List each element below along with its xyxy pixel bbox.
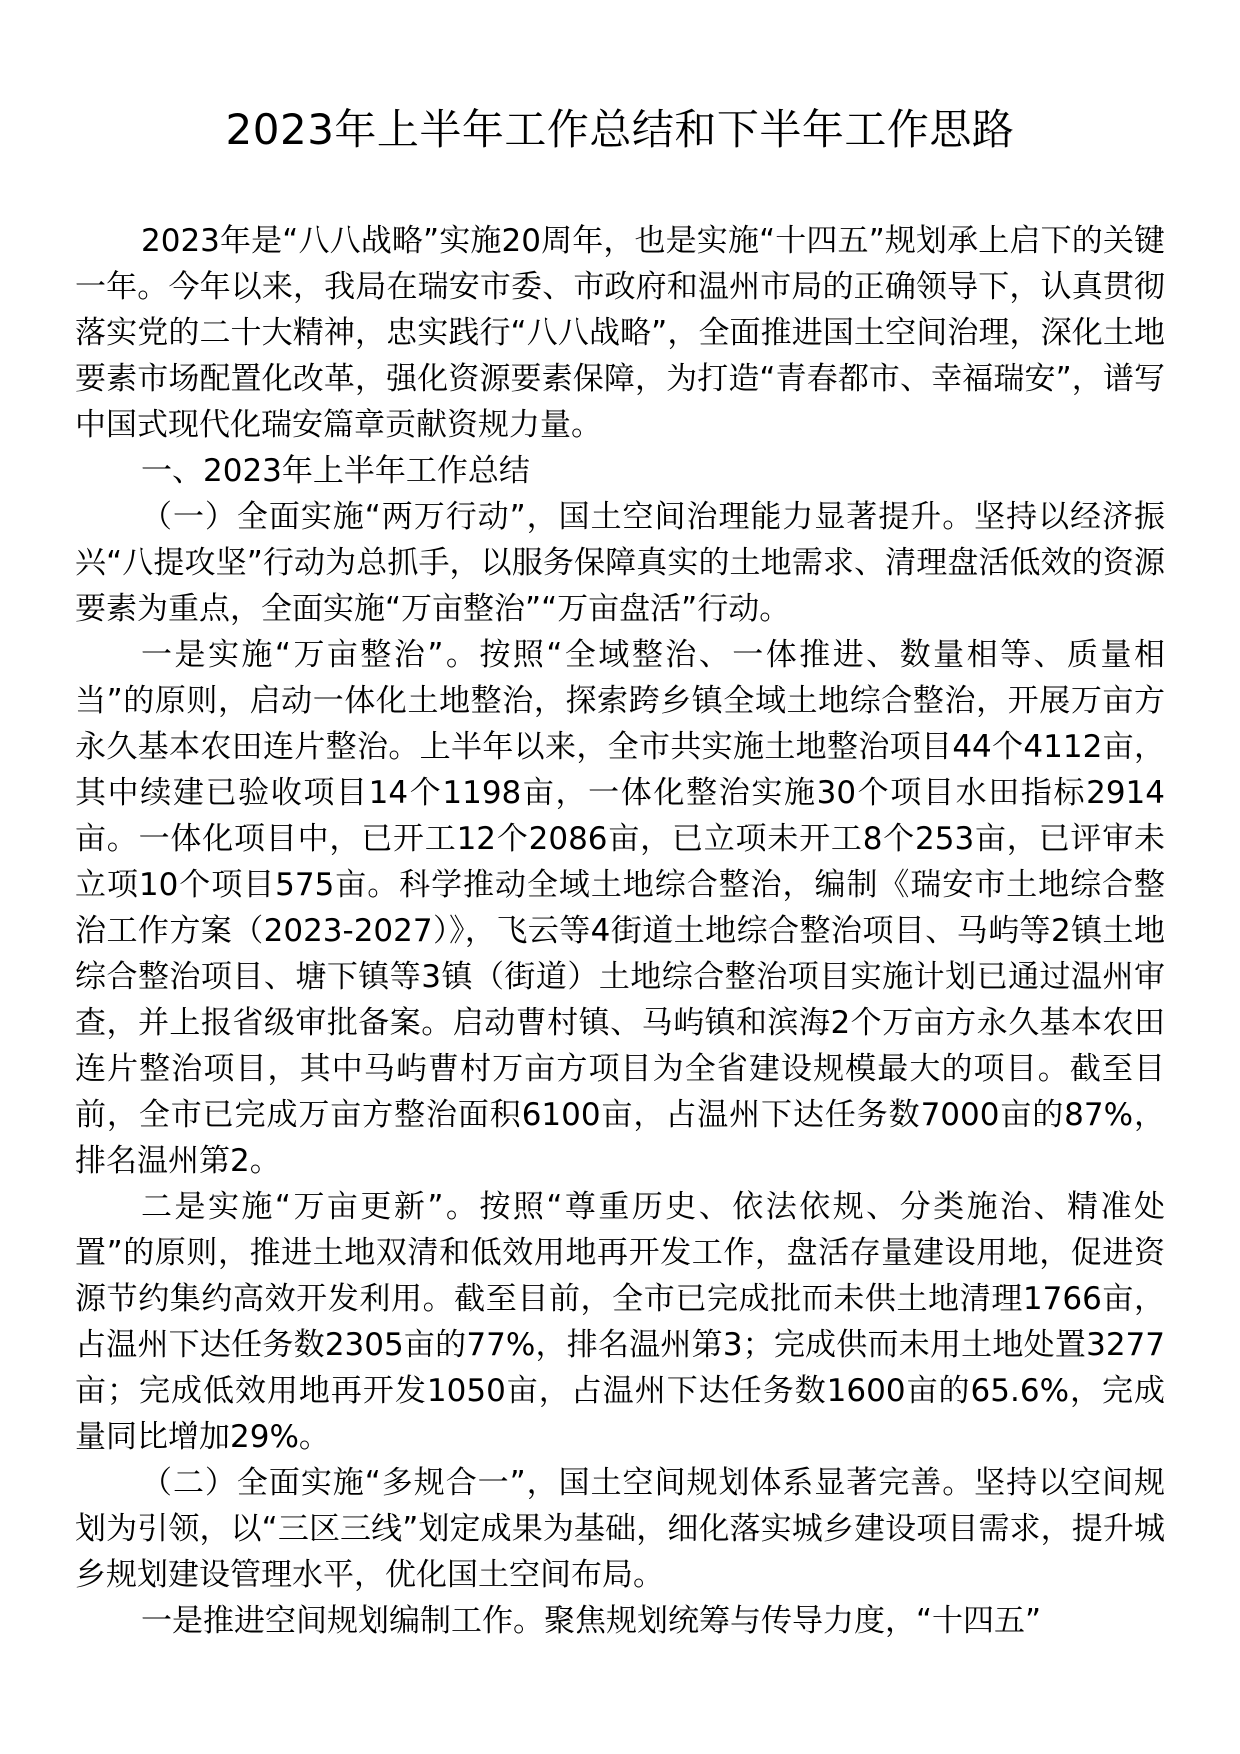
paragraph-land-remediation: 一是实施“万亩整治”。按照“全域整治、一体推进、数量相等、质量相当”的原则，启动一体化土地整治，探索跨乡镇全域土地综合整治，开展万亩方永久基本农田连片整治。上半年以来，全市共实施土地整治项目44个4112亩，其中续建已验收项目14个1198亩，一体化整治实施30个项目水田指标2914亩。一体化项目中，已开工12个2086亩，已立项未开工8个253亩，已评审未立项10个项目575亩。科学推动全域土地综合整治，编制《瑞安市土地综合整治工作方案（2023-2027）》，飞云等4街道土地综合整治项目、马屿等2镇土地综合整治项目、塘下镇等3镇（街道）土地综合整治项目实施计划已通过温州审查，并上报省级审批备案。启动曹村镇、马屿镇和滨海2个万亩方永久基本农田连片整治项目，其中马屿曹村万亩方项目为全省建设规模最大的项目。截至目前，全市已完成万亩方整治面积6100亩，占温州下达任务数7000亩的87%，排名温州第2。 — [75, 637, 1165, 1179]
paragraph-land-renewal: 二是实施“万亩更新”。按照“尊重历史、依法依规、分类施治、精准处置”的原则，推进土地双清和低效用地再开发工作，盘活存量建设用地，促进资源节约集约高效开发利用。截至目前，全市已完成批而未供土地清理1766亩，占温州下达任务数2305亩的77%，排名温州第3；完成供而未用土地处置3277亩；完成低效用地再开发1050亩，占温州下达任务数1600亩的65.6%，完成量同比增加29%。 — [75, 1189, 1165, 1455]
paragraph-spatial-planning: 一是推进空间规划编制工作。聚焦规划统筹与传导力度，“十四五” — [141, 1603, 1042, 1639]
subsection-heading-1: （一）全面实施“两万行动”，国土空间治理能力显著提升。坚持以经济振兴“八提攻坚”行动为总抓手，以服务保障真实的土地需求、清理盘活低效的资源要素为重点，全面实施“万亩整治”“万亩盘活”行动。 — [75, 499, 1165, 627]
subsection-heading-2: （二）全面实施“多规合一”，国土空间规划体系显著完善。坚持以空间规划为引领，以“三区三线”划定成果为基础，细化落实城乡建设项目需求，提升城乡规划建设管理水平，优化国土空间布局。 — [75, 1465, 1165, 1593]
paragraph-intro: 2023年是“八八战略”实施20周年，也是实施“十四五”规划承上启下的关键一年。今年以来，我局在瑞安市委、市政府和温州市局的正确领导下，认真贯彻落实党的二十大精神，忠实践行“八八战略”，全面推进国土空间治理，深化土地要素市场配置化改革，强化资源要素保障，为打造“青春都市、幸福瑞安”，谱写中国式现代化瑞安篇章贡献资规力量。 — [75, 223, 1165, 443]
section-heading-1: 一、2023年上半年工作总结 — [141, 453, 530, 489]
document-title: 2023年上半年工作总结和下半年工作思路 — [225, 105, 1015, 154]
document-body — [75, 218, 1165, 1644]
